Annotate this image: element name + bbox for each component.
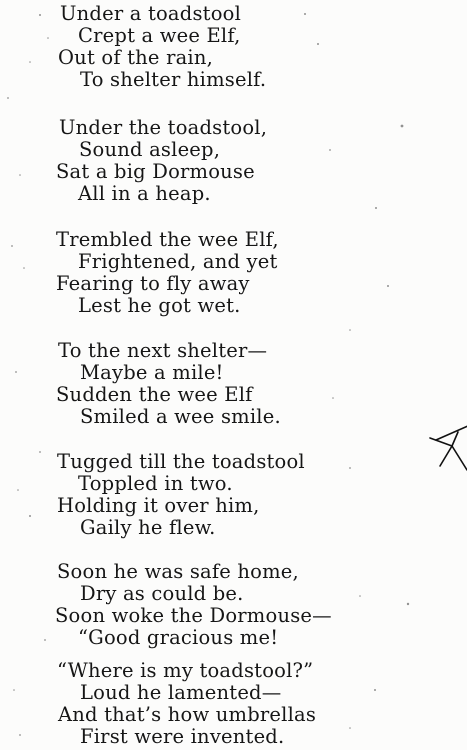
poem-line: Loud he lamented— bbox=[80, 681, 282, 704]
poem-line: Fearing to fly away bbox=[56, 272, 250, 295]
poem-line: Out of the rain, bbox=[58, 46, 214, 69]
poem-line: Under the toadstool, bbox=[59, 116, 268, 139]
poem-line: Lest he got wet. bbox=[78, 294, 241, 317]
poem-line: To the next shelter— bbox=[58, 339, 268, 362]
poem-line: To shelter himself. bbox=[80, 68, 267, 91]
poem-line: Maybe a mile! bbox=[80, 361, 224, 384]
poem-line: Soon woke the Dormouse— bbox=[55, 604, 332, 627]
poem-line: Gaily he flew. bbox=[80, 516, 216, 539]
poem-line: Sat a big Dormouse bbox=[56, 160, 255, 183]
poem-line: First were invented. bbox=[80, 725, 285, 748]
poem-line: Sudden the wee Elf bbox=[56, 383, 253, 406]
poem-line: Sound asleep, bbox=[79, 138, 221, 161]
poem-line: Smiled a wee smile. bbox=[80, 405, 281, 428]
poem-line: “Good gracious me! bbox=[78, 626, 279, 649]
poem-line: “Where is my toadstool?” bbox=[57, 659, 314, 682]
poem-line: All in a heap. bbox=[78, 182, 211, 205]
poem-line: Holding it over him, bbox=[57, 494, 260, 517]
poem-line: Frightened, and yet bbox=[78, 250, 278, 273]
poem-line: Trembled the wee Elf, bbox=[56, 228, 279, 251]
poem-line: Dry as could be. bbox=[80, 582, 244, 605]
poem-line: Under a toadstool bbox=[60, 2, 242, 25]
poem-line: Crept a wee Elf, bbox=[78, 24, 241, 47]
poem-line: Toppled in two. bbox=[78, 472, 233, 495]
poem-line: Soon he was safe home, bbox=[57, 560, 299, 583]
poem-line: Tugged till the toadstool bbox=[57, 450, 305, 473]
poem-line: And that’s how umbrellas bbox=[58, 703, 317, 726]
